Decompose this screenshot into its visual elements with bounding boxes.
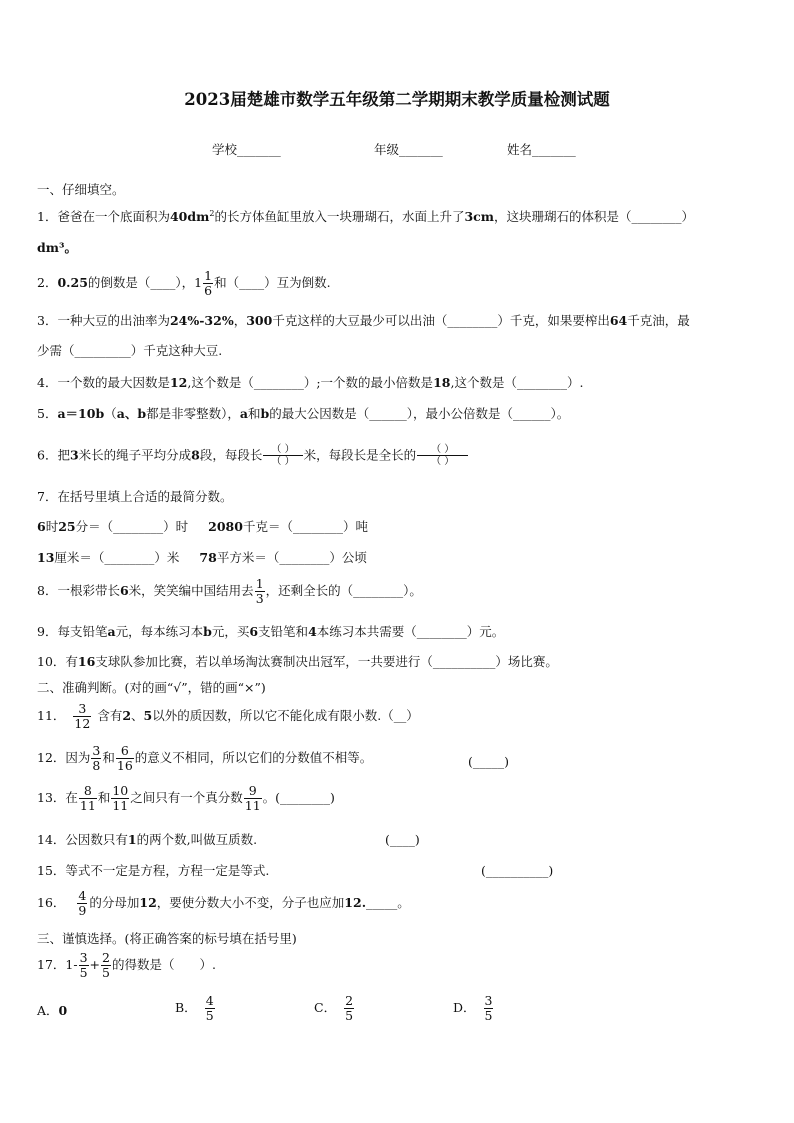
school-field[interactable] [212, 144, 281, 157]
question-7: 7．在括号里填上合适的最简分数。 [37, 489, 233, 504]
fraction: $\frac{1}{3}$ [255, 576, 264, 606]
fraction: $\frac{3}{8}$ [92, 743, 101, 773]
question-7-line-2: 13厘米＝（________）米 78平方米＝（________）公顷 [37, 550, 367, 565]
fraction-blank: $\frac{( )}{( )}$ [417, 445, 468, 467]
fraction: $\frac{8}{11}$ [79, 783, 96, 813]
name-label: 姓名 [507, 142, 533, 157]
fraction-blank: $\frac{( )}{( )}$ [263, 445, 302, 467]
page-title: 2023届楚雄市数学五年级第二学期期末教学质量检测试题 [184, 90, 610, 109]
question-9: 9．每支铅笔a元，每本练习本b元，买6支铅笔和4本练习本共需要（________）元。 [37, 624, 505, 639]
fraction: $\frac{3}{5}$ [79, 950, 88, 980]
fraction: $\frac{6}{16}$ [116, 743, 133, 773]
question-14: 14．公因数只有1的两个数,叫做互质数. [37, 832, 258, 847]
fraction: $\frac{2}{5}$ [102, 950, 110, 980]
question-1-unit: dm³。 [37, 240, 77, 255]
section-1-heading: 一、仔细填空。 [37, 182, 125, 197]
question-1: 1．爸爸在一个底面积为$40dm^2$的长方体鱼缸里放入一块珊瑚石，水面上升了3cm，这块珊瑚石的体积是（________） [37, 209, 695, 225]
fraction: $\frac{10}{11}$ [112, 783, 129, 813]
grade-blank: _______ [399, 142, 443, 157]
question-14-answer-blank[interactable]: (____) [385, 832, 420, 847]
fraction: $\frac{4}{9}$ [78, 888, 87, 918]
grade-field[interactable] [374, 144, 443, 157]
question-8: 8．一根彩带长6米，笑笑编中国结用去 $\frac{1}{3}$ ，还剩全长的（________）。 [37, 576, 422, 606]
fraction: $\frac{3}{5}$ [484, 993, 493, 1023]
name-blank: _______ [532, 142, 576, 157]
question-15: 15．等式不一定是方程，方程一定是等式. [37, 863, 270, 878]
question-2: 2．0.25的倒数是（____），1 $\frac{1}{6}$ 和（____）互为倒数. [37, 268, 331, 298]
fraction: $\frac{1}{6}$ [204, 268, 213, 298]
fraction: $\frac{9}{11}$ [244, 783, 261, 813]
question-5: 5．a＝10b（a、b都是非零整数），a和b的最大公因数是（______），最小公倍数是（______）。 [37, 406, 570, 421]
grade-label: 年级 [374, 142, 400, 157]
section-2-heading: 二、准确判断。(对的画“√”，错的画“×”) [37, 680, 266, 695]
name-field[interactable] [507, 144, 576, 157]
question-15-answer-blank[interactable]: (__________) [481, 863, 554, 878]
school-blank: _______ [237, 142, 281, 157]
question-4: 4．一个数的最大因数是12,这个数是（________）;一个数的最小倍数是18,这个数是（________）. [37, 375, 584, 390]
question-16: 16． $\frac{4}{9}$ 的分母加12，要使分数大小不变，分子也应加12._____。 [37, 888, 410, 918]
question-3: 3．一种大豆的出油率为24%-32%，300千克这样的大豆最少可以出油（________）千克，如果要榨出64千克油，最 [37, 313, 690, 328]
option-a[interactable]: A．0 [37, 1003, 68, 1018]
fraction: $\frac{2}{5}$ [345, 993, 354, 1023]
question-11: 11． $\frac{3}{12}$ 含有2、5以外的质因数，所以它不能化成有限小数.（__） [37, 701, 419, 731]
fraction: $\frac{4}{5}$ [205, 993, 214, 1023]
question-17: 17．1- $\frac{3}{5}$ + $\frac{2}{5}$ 的得数是（ ）. [37, 950, 216, 980]
question-10: 10．有16支球队参加比赛，若以单场淘汰赛制决出冠军，一共要进行（__________）场比赛。 [37, 654, 558, 669]
question-12: 12．因为 $\frac{3}{8}$ 和 $\frac{6}{16}$ 的意义不相同，所以它们的分数值不相等。 [37, 743, 373, 773]
option-c[interactable]: C． $\frac{2}{5}$ [314, 993, 354, 1023]
question-12-answer-blank[interactable]: (_____) [468, 754, 510, 769]
section-3-heading: 三、谨慎选择。(将正确答案的标号填在括号里) [37, 931, 297, 946]
question-7-line-1: 6时25分＝（________）时 2080千克＝（________）吨 [37, 519, 368, 534]
option-d[interactable]: D． $\frac{3}{5}$ [453, 993, 493, 1023]
question-3-cont: 少需（_________）千克这种大豆. [37, 343, 223, 358]
fraction: $\frac{3}{12}$ [74, 701, 91, 731]
option-b[interactable]: B． $\frac{4}{5}$ [175, 993, 214, 1023]
question-13: 13．在 $\frac{8}{11}$ 和 $\frac{10}{11}$ 之间只有一个真分数 $\frac{9}{11}$ 。(________) [37, 783, 335, 813]
question-6: 6．把3米长的绳子平均分成8段，每段长 $\frac{( )}{( )}$ 米，每段长是全长的 $\frac{( )}{( )}$ [37, 445, 469, 467]
school-label: 学校 [212, 142, 238, 157]
